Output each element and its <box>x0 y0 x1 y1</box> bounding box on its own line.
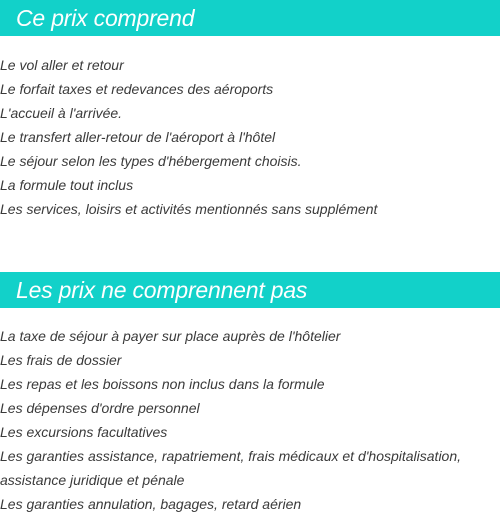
excluded-item: La taxe de séjour à payer sur place auprès de l'hôtelier <box>0 328 341 344</box>
included-item: Le séjour selon les types d'hébergement choisis. <box>0 153 302 169</box>
included-item: Les services, loisirs et activités mentionnés sans supplément <box>0 201 378 217</box>
included-item: La formule tout inclus <box>0 177 134 193</box>
excluded-items-list <box>0 324 500 516</box>
excluded-item: Les dépenses d'ordre personnel <box>0 400 200 416</box>
excluded-item: Les garanties assistance, rapatriement, frais médicaux et d'hospitalisation, assistance juridique et pénale <box>0 448 462 488</box>
excluded-item: Les repas et les boissons non inclus dans la formule <box>0 376 325 392</box>
included-section-title: Ce prix comprend <box>16 5 195 31</box>
excluded-item: Les frais de dossier <box>0 352 122 368</box>
excluded-item: Les garanties annulation, bagages, retard aérien <box>0 496 302 512</box>
included-section-header <box>0 0 500 36</box>
excluded-item: Les excursions facultatives <box>0 424 168 440</box>
included-item: Le transfert aller-retour de l'aéroport à l'hôtel <box>0 129 276 145</box>
included-item: L'accueil à l'arrivée. <box>0 105 123 121</box>
included-item: Le vol aller et retour <box>0 57 124 73</box>
excluded-section-title: Les prix ne comprennent pas <box>16 277 308 303</box>
included-item: Le forfait taxes et redevances des aéroports <box>0 81 274 97</box>
included-items-list <box>0 53 500 221</box>
excluded-section-header <box>0 272 500 308</box>
